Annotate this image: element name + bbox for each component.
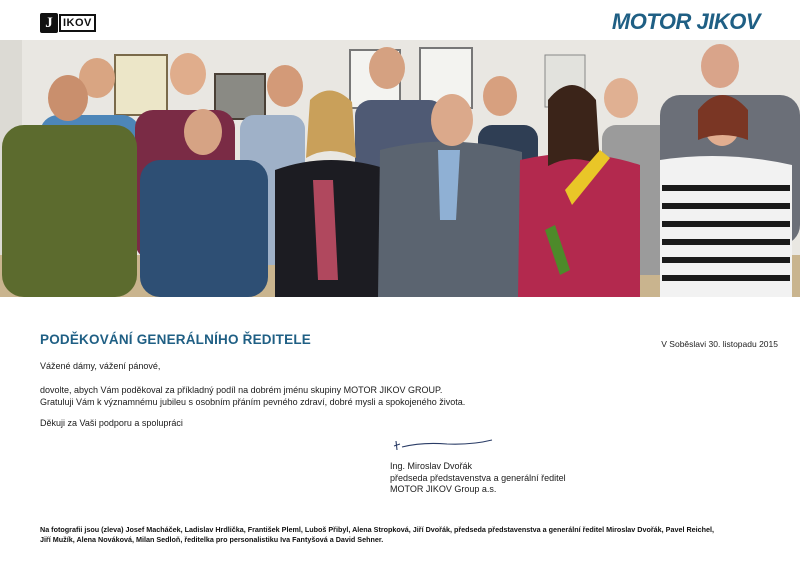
photo-caption (40, 525, 785, 545)
signer-role: předseda představenstva a generální ředitel (390, 472, 566, 483)
letter-title: PODĚKOVÁNÍ GENERÁLNÍHO ŘEDITELE (40, 332, 311, 347)
signer-name: Ing. Miroslav Dvořák (390, 461, 473, 471)
letter-body-line: Gratuluji Vám k významnému jubileu s osobním přáním pevného zdraví, dobré mysli a spokojeného života. (40, 397, 466, 407)
group-photo (0, 40, 800, 297)
handwritten-signature (392, 436, 502, 454)
photo-caption-line: Na fotografii jsou (zleva) Josef Macháček, Ladislav Hrdlička, František Pleml, Luboš Přibyl, Alena Stropková, Jiří Dvořák, předseda představenstva a generální ředitel Miroslav Dvořák, Pavel Reichel, (40, 525, 715, 534)
signer-company: MOTOR JIKOV Group a.s. (390, 484, 497, 494)
jikov-logo-text: IKOV (59, 14, 96, 32)
photo-caption-line: Jiří Mužík, Alena Nováková, Milan Sedloň, ředitelka pro personalistiku Iva Fantyšová a David Sehner. (40, 535, 384, 544)
group-photo-illustration (0, 40, 800, 297)
signature-block (390, 461, 566, 496)
jikov-logo (40, 12, 96, 34)
jikov-logo-mark: J (40, 13, 58, 33)
letter-salutation: Vážené dámy, vážení pánové, (40, 361, 161, 371)
letter-body-line: dovolte, abych Vám poděkoval za příkladný podíl na dobrém jménu skupiny MOTOR JIKOV GROUP. (40, 385, 443, 395)
letter-thanks: Děkuji za Vaši podporu a spolupráci (40, 418, 183, 428)
letter-date: V Soběslavi 30. listopadu 2015 (661, 339, 778, 349)
motor-jikov-logo: MOTOR JIKOV (611, 9, 760, 34)
letter-body (40, 384, 465, 408)
